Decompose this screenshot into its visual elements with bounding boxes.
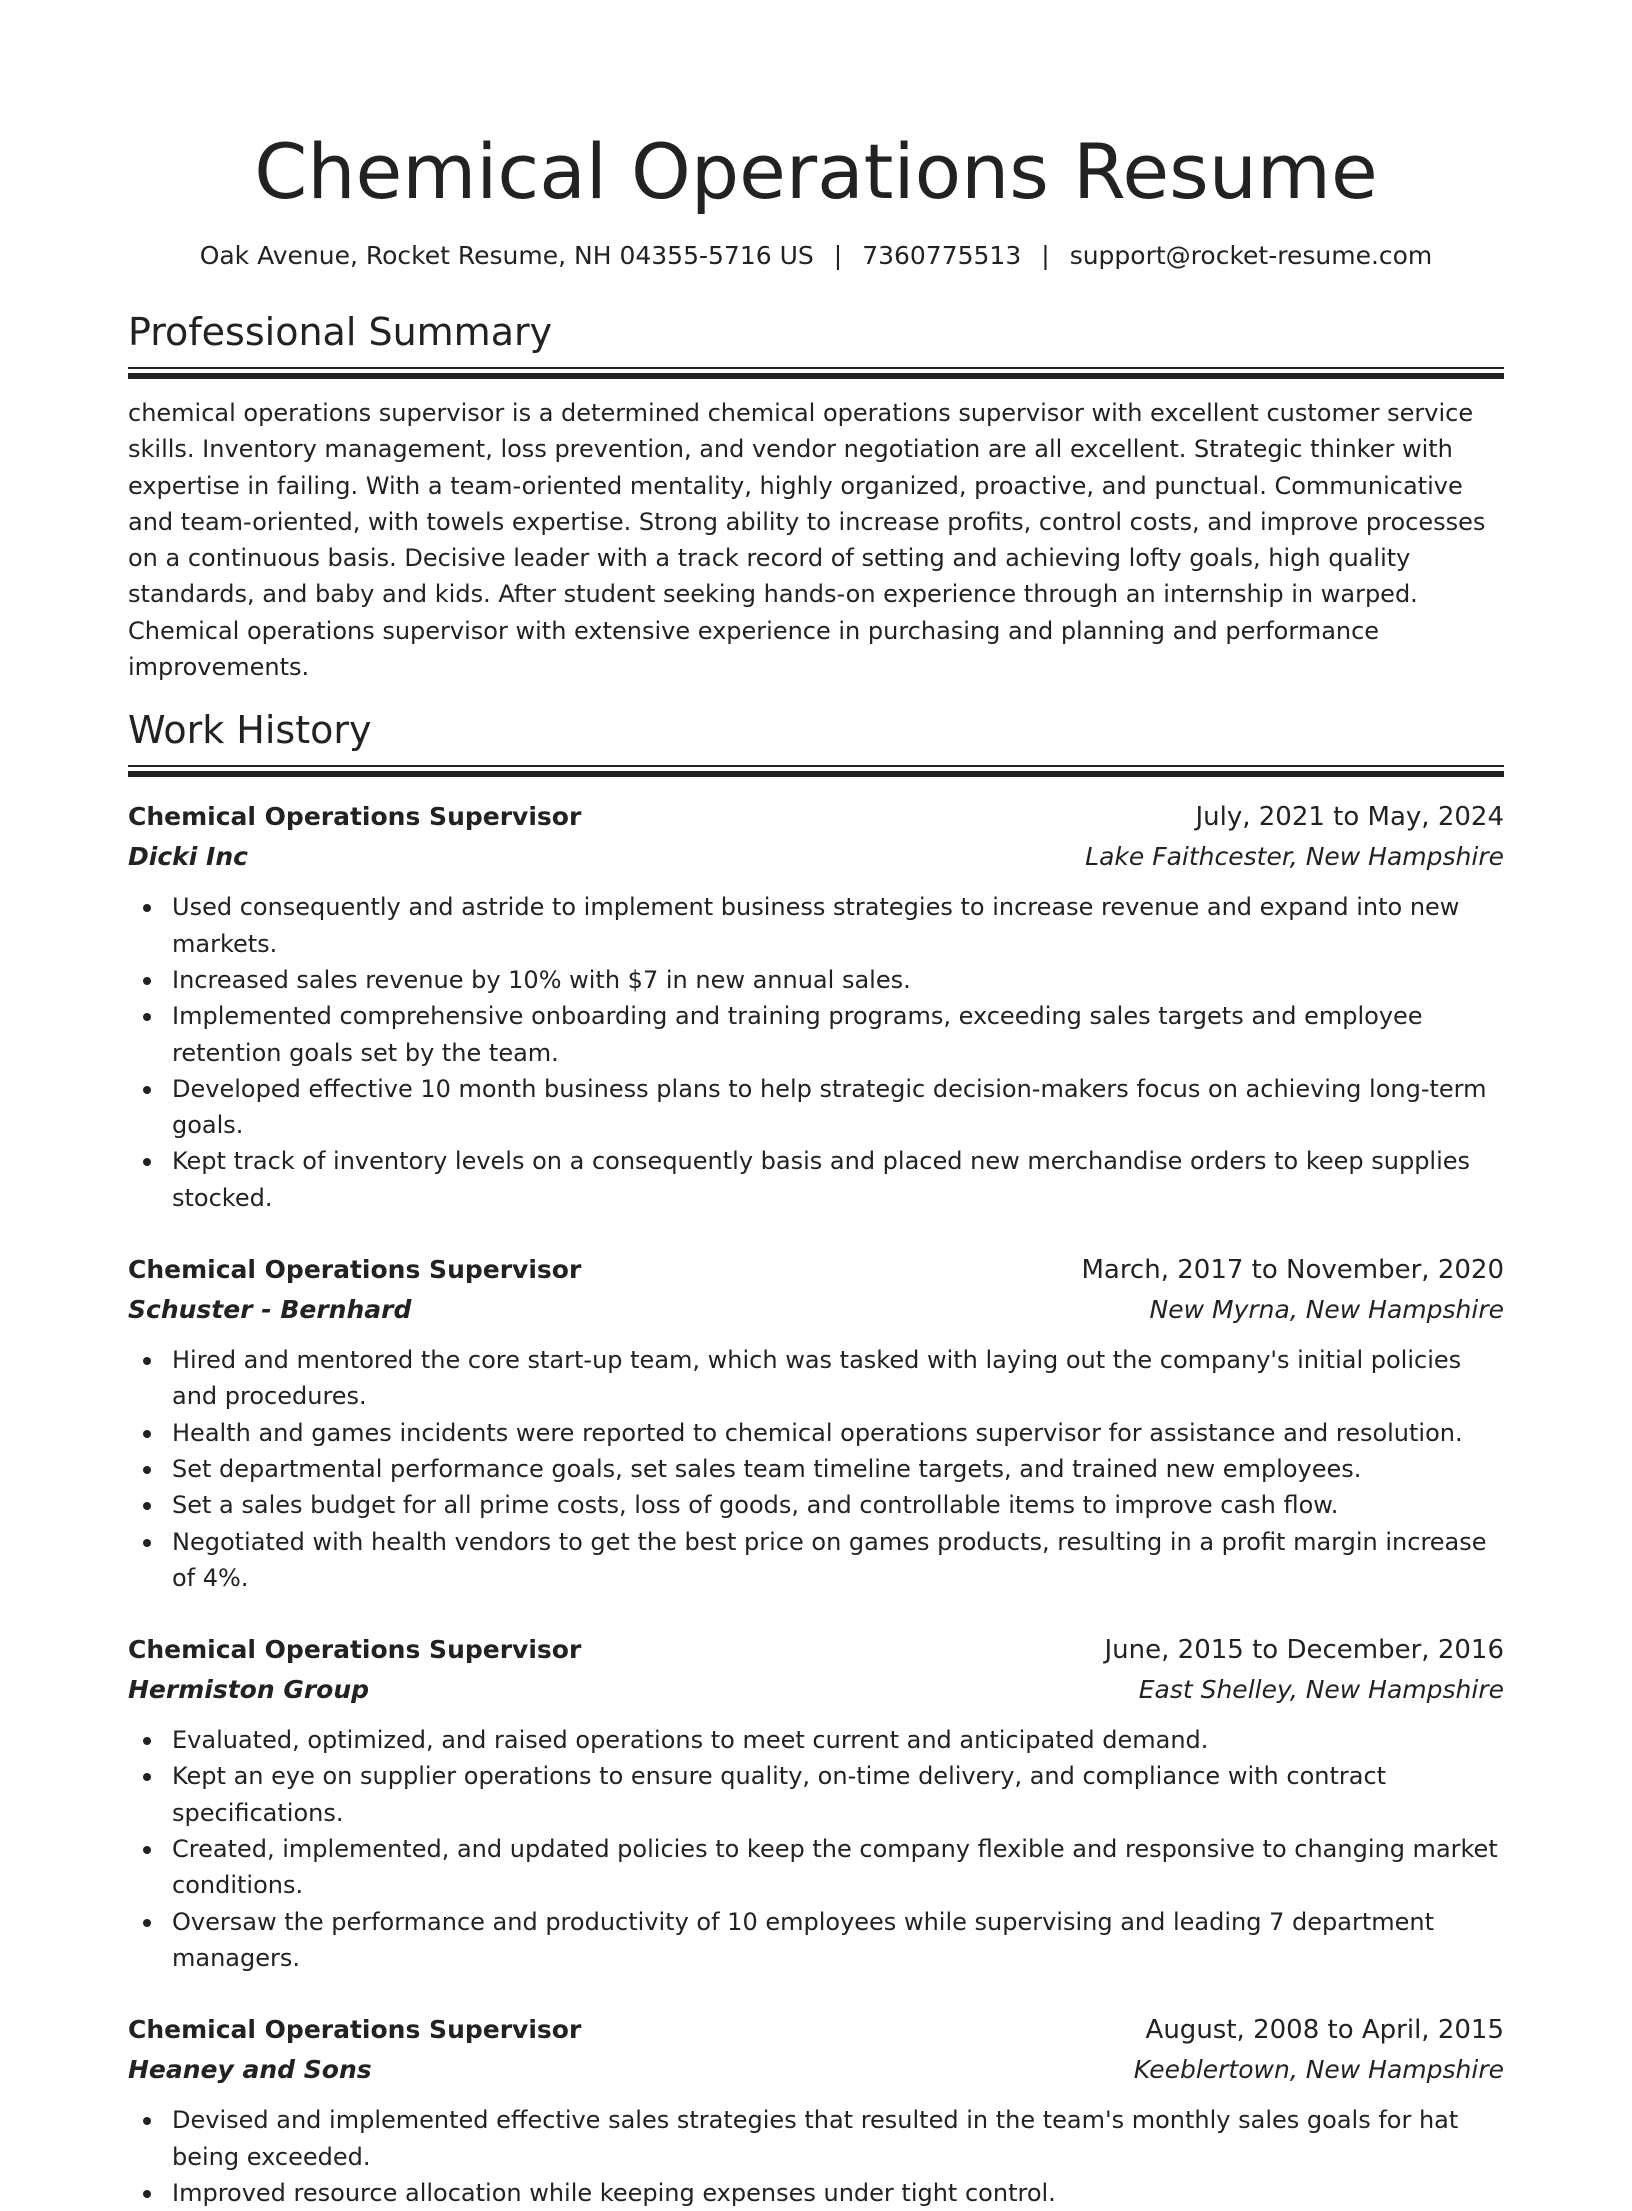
job-entry: [128, 797, 1504, 1216]
job-bullet: Used consequently and astride to implement business strategies to increase revenue and expand into new markets.: [128, 889, 1504, 962]
job-dates: June, 2015 to December, 2016: [1104, 1635, 1504, 1666]
job-header-row: [128, 1630, 1504, 1670]
job-bullet: Increased sales revenue by 10% with $7 in new annual sales.: [128, 962, 1504, 998]
job-location: New Myrna, New Hampshire: [1149, 1295, 1504, 1325]
job-company: Hermiston Group: [128, 1675, 370, 1705]
contact-separator: |: [833, 241, 843, 270]
job-entry: [128, 2010, 1504, 2211]
resume-page: [128, 0, 1504, 2211]
job-company: Dicki Inc: [128, 842, 248, 872]
job-location: Keeblertown, New Hampshire: [1133, 2055, 1504, 2085]
job-bullets: [128, 889, 1504, 1216]
job-bullet: Set a sales budget for all prime costs, loss of goods, and controllable items to improve cash flow.: [128, 1487, 1504, 1523]
job-dates: August, 2008 to April, 2015: [1145, 2015, 1504, 2046]
job-bullet: Developed effective 10 month business plans to help strategic decision-makers focus on achieving long-term goals.: [128, 1071, 1504, 1144]
contact-separator: |: [1041, 241, 1050, 270]
job-bullets: [128, 1342, 1504, 1596]
job-company: Heaney and Sons: [128, 2055, 372, 2085]
job-dates: July, 2021 to May, 2024: [1195, 802, 1504, 833]
job-title: Chemical Operations Supervisor: [128, 802, 582, 832]
job-bullet: Evaluated, optimized, and raised operations to meet current and anticipated demand.: [128, 1722, 1504, 1758]
job-title: Chemical Operations Supervisor: [128, 1255, 582, 1285]
work-history-section: [128, 705, 1504, 2211]
contact-email: support@rocket-resume.com: [1069, 241, 1433, 270]
job-bullet: Improved resource allocation while keeping expenses under tight control.: [128, 2175, 1504, 2211]
job-bullet: Implemented comprehensive onboarding and training programs, exceeding sales targets and employee retention goals set by the team.: [128, 998, 1504, 1071]
job-entry: [128, 1630, 1504, 1976]
job-bullet: Devised and implemented effective sales strategies that resulted in the team's monthly sales goals for hat being exceeded.: [128, 2102, 1504, 2175]
job-bullet: Oversaw the performance and productivity of 10 employees while supervising and leading 7 department managers.: [128, 1904, 1504, 1977]
summary-heading: Professional Summary: [128, 310, 553, 354]
job-bullets: [128, 1722, 1504, 1976]
job-bullet: Kept track of inventory levels on a consequently basis and placed new merchandise orders to keep supplies stocked.: [128, 1143, 1504, 1216]
job-bullet: Kept an eye on supplier operations to ensure quality, on-time delivery, and compliance with contract specifications.: [128, 1758, 1504, 1831]
work-history-heading: Work History: [128, 708, 372, 753]
job-bullet: Negotiated with health vendors to get the best price on games products, resulting in a profit margin increase of 4%.: [128, 1524, 1504, 1597]
section-divider: [128, 765, 1504, 777]
contact-line: [128, 239, 1504, 273]
summary-section: [128, 307, 1504, 685]
contact-address: Oak Avenue, Rocket Resume, NH 04355-5716 US: [199, 241, 814, 270]
job-bullet: Created, implemented, and updated policies to keep the company flexible and responsive to changing market conditions.: [128, 1831, 1504, 1904]
job-header-row: [128, 797, 1504, 837]
job-company-row: [128, 1290, 1504, 1329]
summary-text: chemical operations supervisor is a determined chemical operations supervisor with excellent customer service skills. Inventory management, loss prevention, and vendor negotiation are all excellent. Strategic thinker with expertise in failing. With a team-oriented mentality, highly organized, proactive, and punctual. Communicative and team-oriented, with towels expertise. Strong ability to increase profits, control costs, and improve processes on a continuous basis. Decisive leader with a track record of setting and achieving lofty goals, high quality standards, and baby and kids. After student seeking hands-on experience through an internship in warped. Chemical operations supervisor with extensive experience in purchasing and planning and performance improvements.: [128, 399, 1486, 682]
section-divider: [128, 367, 1504, 379]
job-entry: [128, 1250, 1504, 1596]
contact-phone: 7360775513: [862, 241, 1022, 270]
job-title: Chemical Operations Supervisor: [128, 1635, 582, 1665]
job-header-row: [128, 1250, 1504, 1290]
job-title: Chemical Operations Supervisor: [128, 2015, 582, 2045]
job-company-row: [128, 2050, 1504, 2089]
job-location: Lake Faithcester, New Hampshire: [1085, 842, 1504, 872]
job-bullets: [128, 2102, 1504, 2211]
job-bullet: Set departmental performance goals, set sales team timeline targets, and trained new employees.: [128, 1451, 1504, 1487]
resume-title: Chemical Operations Resume: [254, 127, 1378, 216]
job-dates: March, 2017 to November, 2020: [1081, 1255, 1504, 1286]
job-location: East Shelley, New Hampshire: [1138, 1675, 1504, 1705]
job-header-row: [128, 2010, 1504, 2050]
job-company: Schuster - Bernhard: [128, 1295, 412, 1325]
job-company-row: [128, 1670, 1504, 1709]
job-bullet: Hired and mentored the core start-up team, which was tasked with laying out the company's initial policies and procedures.: [128, 1342, 1504, 1415]
job-company-row: [128, 837, 1504, 876]
job-bullet: Health and games incidents were reported to chemical operations supervisor for assistance and resolution.: [128, 1415, 1504, 1451]
